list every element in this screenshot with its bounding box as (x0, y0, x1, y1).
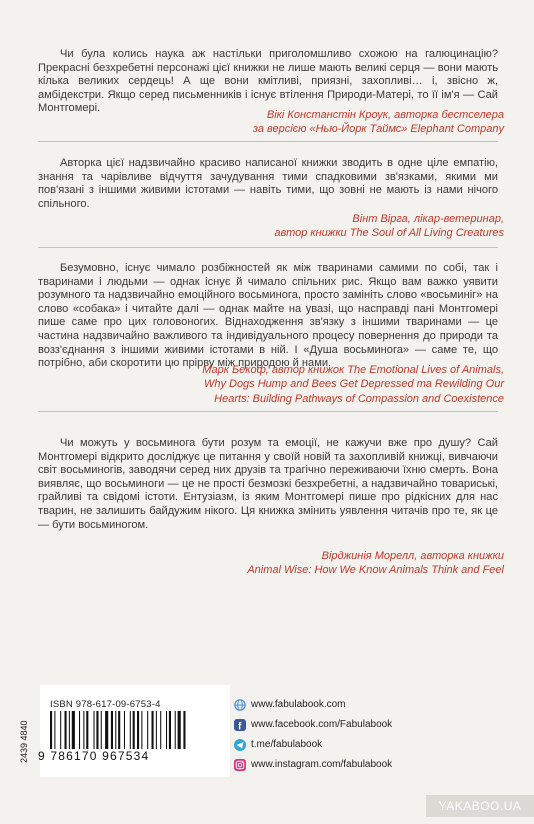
divider (38, 411, 498, 412)
website-text: www.fabulabook.com (251, 699, 346, 710)
attribution-line: Вінт Вірга, лікар-ветеринар, (352, 213, 504, 225)
facebook-icon (234, 719, 246, 731)
quote-2 (38, 157, 498, 211)
divider (38, 247, 498, 248)
quote-3-text: Безумовно, існує чимало розбіжностей як між тваринами самими по собі, так і тваринами і людьми — однак існує й чимало спільних рис. Якщо вам важко уявити розумного та надзвичайно емоційного восьминога, просто замініть слово «восьминіг» на слово «собака» і читайте далі — однак майте на увазі, що насправді пані Монтгомері пише саме про цих головоногих. Віднаходження зв'язку з іншими тваринами — це частина надзвичайно важливого та індивідуального процесу повернення до природи та возз'єднання з іншими живими істотами в ній. І «Душа восьминога» — саме те, що потрібно, аби скоротити цю прірву між природою й нами. (38, 262, 498, 370)
facebook-link[interactable] (234, 717, 392, 732)
globe-icon (234, 699, 246, 711)
attribution-line: Вікі Констанстін Кроук, авторка бестселера (266, 109, 504, 121)
instagram-link[interactable] (234, 757, 392, 772)
facebook-text: www.facebook.com/Fabulabook (251, 719, 393, 730)
attribution-line: автор книжки The Soul of All Living Creatures (274, 227, 504, 240)
quote-2-text: Авторка цієї надзвичайно красиво написаної книжки зводить в одне ціле емпатію, знання та чарівливе відчуття зачудування тими спадковими зв'язками, якими ми пов'язані з іншими живими істотами — навіть тими, що зовні не мають із нами нічого спільного. (38, 157, 498, 210)
telegram-icon (234, 739, 246, 751)
barcode-side-digits: 2439 4840 (19, 720, 29, 763)
quote-1-text: Чи була колись наука аж настільки приголомшливо схожою на галюцинацію? Прекрасні безхребетні персонажі цієї книжки не лише мають великі серця — вони мають кілька великих сердець! А ще вони кмітливі, приязні, захопливі… і, звісно ж, амбідекстри. Якщо серед письменників і існує втілення Природи-Матері, то її ім'я — Сай Монтгомері. (38, 48, 498, 115)
barcode-digits: 9 786170 967534 (38, 749, 150, 763)
attribution-line: Вірджинія Морелл, авторка книжки (321, 550, 504, 562)
quote-4-attribution (74, 549, 504, 578)
isbn-label: ISBN 978-617-09-6753-4 (50, 699, 161, 710)
attribution-line: Марк Бекоф, автор книжок The Emotional Lives of Animals, (202, 364, 504, 376)
attribution-line: Hearts: Building Pathways of Compassion and Coexistence (214, 392, 504, 405)
divider (38, 141, 498, 142)
telegram-text: t.me/fabulabook (251, 739, 323, 750)
instagram-icon (234, 759, 246, 771)
quote-4 (38, 437, 498, 532)
quote-3-attribution (74, 363, 504, 406)
quote-3 (38, 262, 498, 371)
watermark: YAKABOO.UA (426, 795, 534, 817)
svg-text:f: f (238, 721, 242, 731)
quote-1-attribution (74, 108, 504, 137)
website-link[interactable] (234, 697, 346, 712)
attribution-line: Animal Wise: How We Know Animals Think and Feel (247, 564, 504, 577)
attribution-line: Why Dogs Hump and Bees Get Depressed та Rewilding Our (203, 378, 504, 391)
attribution-line: за версією «Нью-Йорк Таймс» Elephant Company (252, 123, 504, 136)
instagram-text: www.instagram.com/fabulabook (251, 759, 393, 770)
barcode-icon (48, 711, 223, 749)
quote-1 (38, 48, 498, 116)
telegram-link[interactable] (234, 737, 322, 752)
quote-2-attribution (74, 212, 504, 241)
quote-4-text: Чи можуть у восьминога бути розум та емоції, не кажучи вже про душу? Сай Монтгомері відкрито досліджує це питання у своїй новій та захопливій книжці, вивчаючи світ восьминогів, заводячи серед них друзів та трагічно переживаючи їхню смерть. Вона виявляє, що восьминоги — це не прості безмозкі безхребетні, а надзвичайно товариські, грайливі та свідомі істоти. Ентузіазм, із яким Монтгомері пише про рідкісних для нас тварин, не залишить байдужим нікого. Ця книжка змінить уявлення читачів про те, як це — бути восьминогом. (38, 437, 498, 531)
